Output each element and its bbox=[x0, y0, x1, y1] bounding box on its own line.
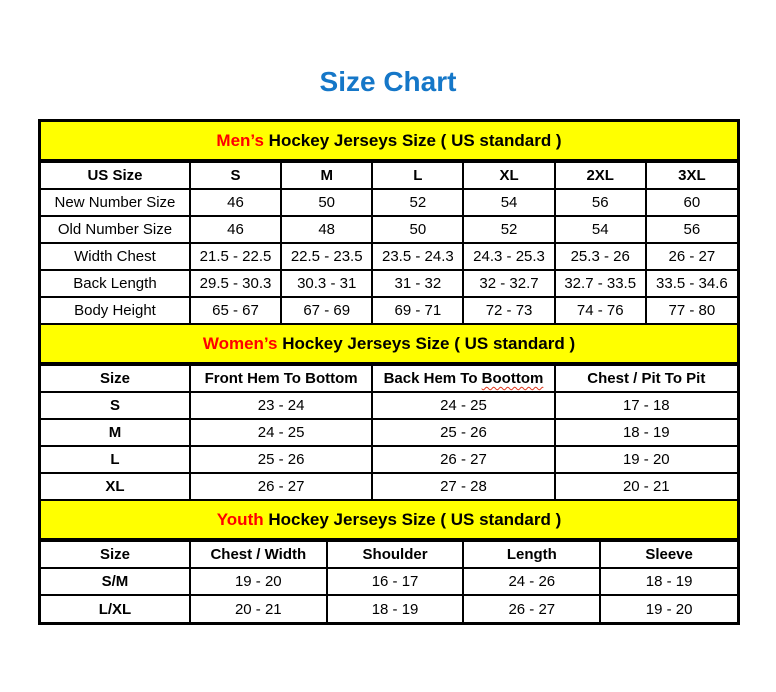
table-cell: 48 bbox=[281, 216, 372, 243]
page-title: Size Chart bbox=[319, 66, 457, 97]
table-cell: 23.5 - 24.3 bbox=[372, 243, 463, 270]
column-header: Sleeve bbox=[600, 541, 737, 568]
column-header: Front Hem To Bottom bbox=[190, 365, 372, 392]
column-header: XL bbox=[463, 162, 554, 189]
table-cell: 29.5 - 30.3 bbox=[190, 270, 281, 297]
table-cell: 18 - 19 bbox=[600, 568, 737, 595]
table-row bbox=[41, 473, 737, 500]
column-header: Shoulder bbox=[327, 541, 464, 568]
table-row bbox=[41, 297, 737, 324]
table-cell: 67 - 69 bbox=[281, 297, 372, 324]
table-cell: 20 - 21 bbox=[555, 473, 737, 500]
table-cell: 26 - 27 bbox=[372, 446, 554, 473]
row-label: S bbox=[41, 392, 190, 419]
table-row bbox=[41, 392, 737, 419]
table-cell: 18 - 19 bbox=[555, 419, 737, 446]
table-cell: 19 - 20 bbox=[600, 595, 737, 622]
header-row bbox=[41, 365, 737, 392]
row-label: S/M bbox=[41, 568, 190, 595]
column-header: S bbox=[190, 162, 281, 189]
table-cell: 24 - 26 bbox=[463, 568, 600, 595]
table-cell: 27 - 28 bbox=[372, 473, 554, 500]
table-cell: 74 - 76 bbox=[555, 297, 646, 324]
table-cell: 21.5 - 22.5 bbox=[190, 243, 281, 270]
table-cell: 19 - 20 bbox=[555, 446, 737, 473]
section-band-youth bbox=[41, 501, 737, 540]
band-highlight: Men’s bbox=[216, 130, 264, 150]
table-cell: 52 bbox=[463, 216, 554, 243]
row-label: XL bbox=[41, 473, 190, 500]
section-table-youth bbox=[41, 540, 737, 622]
table-row bbox=[41, 568, 737, 595]
table-cell: 65 - 67 bbox=[190, 297, 281, 324]
table-cell: 72 - 73 bbox=[463, 297, 554, 324]
table-cell: 24 - 25 bbox=[190, 419, 372, 446]
section-table-womens bbox=[41, 364, 737, 501]
table-row bbox=[41, 270, 737, 297]
table-cell: 46 bbox=[190, 216, 281, 243]
column-header: Size bbox=[41, 541, 190, 568]
column-header: Size bbox=[41, 365, 190, 392]
table-cell: 77 - 80 bbox=[646, 297, 737, 324]
section-band-womens bbox=[41, 325, 737, 364]
size-chart-table bbox=[38, 119, 740, 625]
row-label: Width Chest bbox=[41, 243, 190, 270]
table-cell: 19 - 20 bbox=[190, 568, 327, 595]
band-text: Hockey Jerseys Size ( US standard ) bbox=[263, 130, 562, 150]
table-cell: 31 - 32 bbox=[372, 270, 463, 297]
band-text: Hockey Jerseys Size ( US standard ) bbox=[263, 509, 562, 529]
table-row bbox=[41, 189, 737, 216]
row-label: L/XL bbox=[41, 595, 190, 622]
table-cell: 26 - 27 bbox=[190, 473, 372, 500]
table-cell: 30.3 - 31 bbox=[281, 270, 372, 297]
row-label: Old Number Size bbox=[41, 216, 190, 243]
table-cell: 56 bbox=[646, 216, 737, 243]
table-cell: 26 - 27 bbox=[463, 595, 600, 622]
table-cell: 25 - 26 bbox=[372, 419, 554, 446]
table-cell: 56 bbox=[555, 189, 646, 216]
row-label: Back Length bbox=[41, 270, 190, 297]
table-cell: 60 bbox=[646, 189, 737, 216]
row-label: L bbox=[41, 446, 190, 473]
table-cell: 32.7 - 33.5 bbox=[555, 270, 646, 297]
table-cell: 54 bbox=[555, 216, 646, 243]
table-cell: 69 - 71 bbox=[372, 297, 463, 324]
table-cell: 24 - 25 bbox=[372, 392, 554, 419]
row-label: M bbox=[41, 419, 190, 446]
table-cell: 22.5 - 23.5 bbox=[281, 243, 372, 270]
table-cell: 25.3 - 26 bbox=[555, 243, 646, 270]
column-header: M bbox=[281, 162, 372, 189]
table-cell: 46 bbox=[190, 189, 281, 216]
header-row bbox=[41, 162, 737, 189]
column-header: Chest / Width bbox=[190, 541, 327, 568]
table-cell: 16 - 17 bbox=[327, 568, 464, 595]
table-cell: 20 - 21 bbox=[190, 595, 327, 622]
column-header: Length bbox=[463, 541, 600, 568]
header-row bbox=[41, 541, 737, 568]
spellcheck-underline: Boottom bbox=[481, 370, 544, 387]
table-row bbox=[41, 243, 737, 270]
table-cell: 52 bbox=[372, 189, 463, 216]
column-header: Chest / Pit To Pit bbox=[555, 365, 737, 392]
row-label: Body Height bbox=[41, 297, 190, 324]
table-cell: 17 - 18 bbox=[555, 392, 737, 419]
table-cell: 25 - 26 bbox=[190, 446, 372, 473]
column-header: 3XL bbox=[646, 162, 737, 189]
column-header: 2XL bbox=[555, 162, 646, 189]
table-cell: 33.5 - 34.6 bbox=[646, 270, 737, 297]
column-header: L bbox=[372, 162, 463, 189]
table-cell: 54 bbox=[463, 189, 554, 216]
column-header: US Size bbox=[41, 162, 190, 189]
row-label: New Number Size bbox=[41, 189, 190, 216]
table-cell: 26 - 27 bbox=[646, 243, 737, 270]
table-cell: 50 bbox=[372, 216, 463, 243]
table-cell: 18 - 19 bbox=[327, 595, 464, 622]
table-row bbox=[41, 419, 737, 446]
section-band-mens bbox=[41, 122, 737, 161]
band-highlight: Women’s bbox=[202, 333, 278, 353]
table-cell: 50 bbox=[281, 189, 372, 216]
table-row bbox=[41, 595, 737, 622]
table-row bbox=[41, 216, 737, 243]
column-header: Back Hem To Boottom bbox=[372, 365, 554, 392]
band-highlight: Youth bbox=[216, 509, 264, 529]
band-text: Hockey Jerseys Size ( US standard ) bbox=[277, 333, 576, 353]
table-row bbox=[41, 446, 737, 473]
section-table-mens bbox=[41, 161, 737, 325]
table-cell: 32 - 32.7 bbox=[463, 270, 554, 297]
table-cell: 24.3 - 25.3 bbox=[463, 243, 554, 270]
table-cell: 23 - 24 bbox=[190, 392, 372, 419]
